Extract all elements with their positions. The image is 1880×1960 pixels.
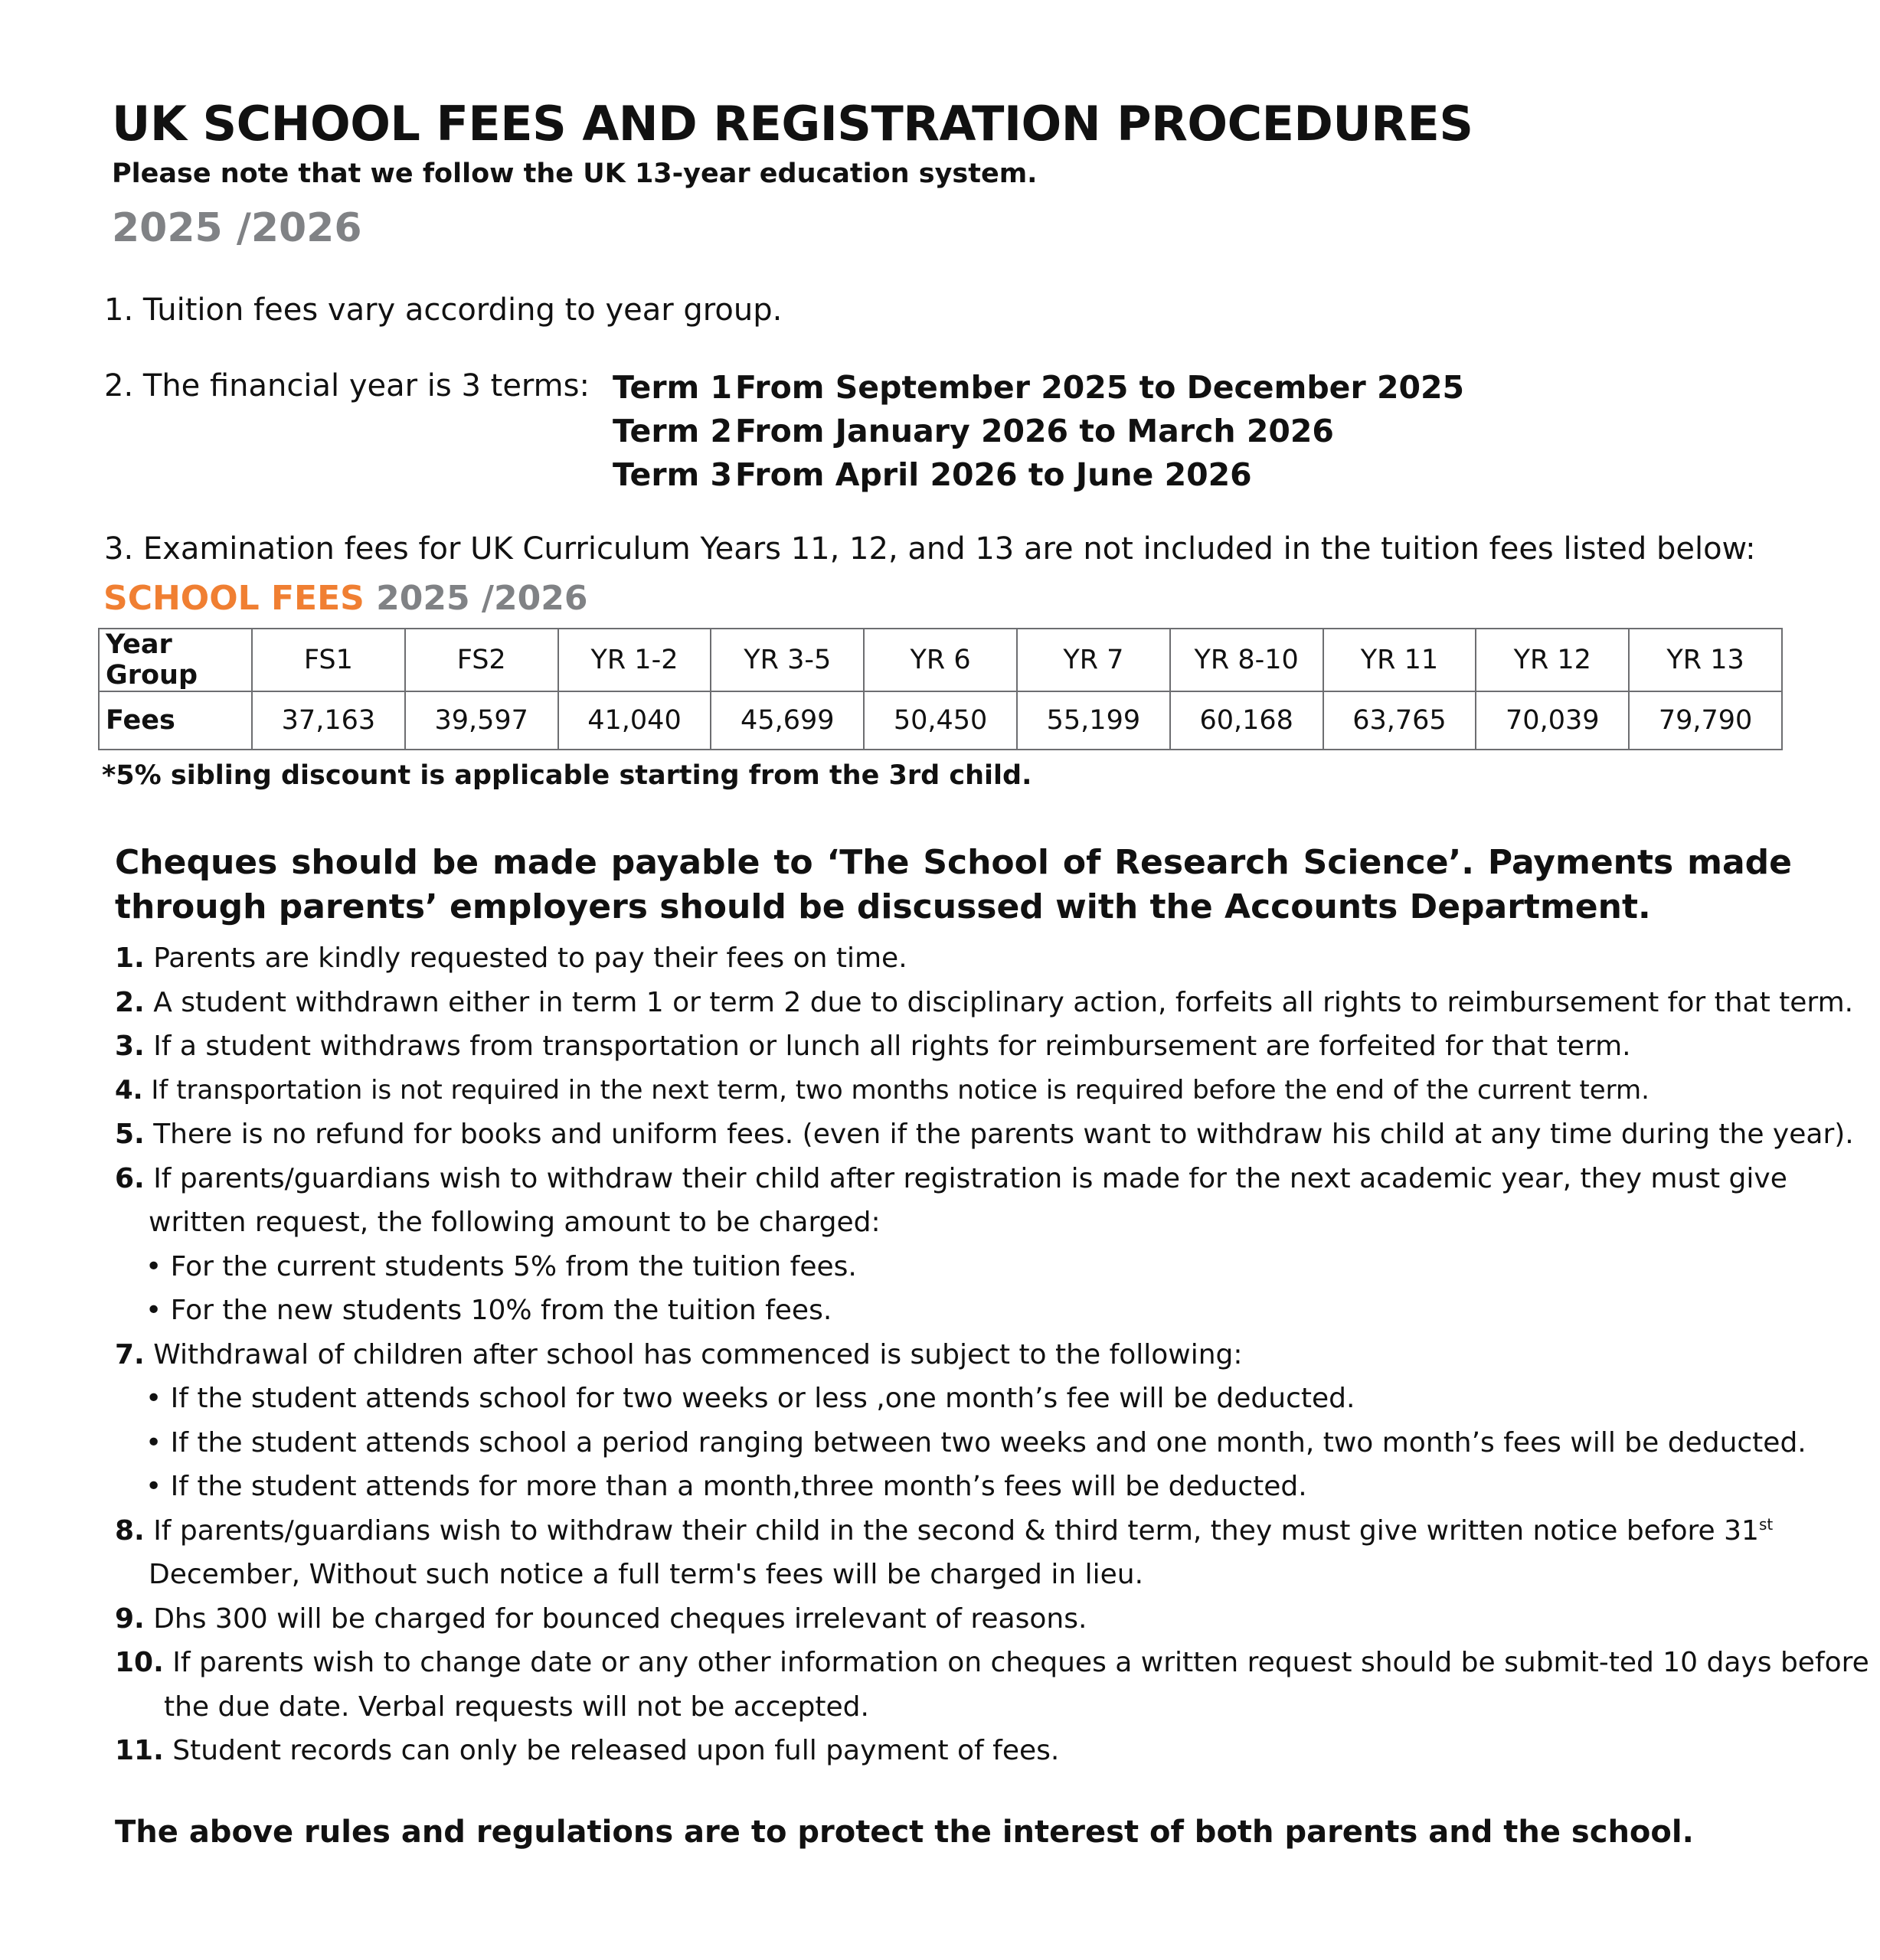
rule-number: 4. (115, 1074, 143, 1106)
term-dates: From September 2025 to December 2025 (735, 369, 1465, 406)
rule-9 (115, 1597, 1800, 1642)
table-cell: FS1 (252, 629, 405, 691)
table-cell: YR 11 (1323, 629, 1476, 691)
rule-text: If parents wish to change date or any other information on cheques a written request should be submit-ted 10 days before (172, 1647, 1869, 1678)
rule-6-bullet-2: • For the new students 10% from the tuition fees. (145, 1295, 832, 1326)
table-cell: 39,597 (405, 691, 558, 750)
rule-number: 8. (115, 1514, 145, 1547)
row-header: Fees (99, 691, 252, 750)
rule-7-bullet-1: • If the student attends school for two weeks or less ,one month’s fee will be deducted. (145, 1383, 1355, 1414)
rule-7-bullet-3: • If the student attends for more than a month,three month’s fees will be deducted. (145, 1471, 1307, 1502)
rule-6-continued: written request, the following amount to be charged: (149, 1207, 881, 1238)
rule-4 (115, 1069, 1800, 1113)
table-cell: 50,450 (864, 691, 1017, 750)
rule-number: 6. (115, 1162, 145, 1194)
rule-text: Withdrawal of children after school has commenced is subject to the following: (153, 1338, 1243, 1370)
table-cell: FS2 (405, 629, 558, 691)
fees-table (98, 628, 1783, 750)
rule-number: 2. (115, 986, 145, 1018)
table-cell: YR 8-10 (1170, 629, 1323, 691)
rule-text: Parents are kindly requested to pay their fees on time. (153, 942, 907, 974)
intro-item-1: 1. Tuition fees vary according to year group. (104, 292, 783, 328)
rule-number: 9. (115, 1602, 145, 1635)
table-row-year-group (99, 629, 1782, 691)
rule-text: If parents/guardians wish to withdraw their child in the second & third term, they must give written notice before 31 (153, 1514, 1759, 1547)
sibling-discount-note: *5% sibling discount is applicable starting from the 3rd child. (102, 760, 1032, 791)
ordinal-suffix: st (1758, 1514, 1774, 1534)
intro-item-2-label: 2. The financial year is 3 terms: (104, 368, 590, 403)
rule-8-continued: December, Without such notice a full term's fees will be charged in lieu. (149, 1559, 1144, 1590)
rule-10 (115, 1641, 1869, 1685)
rule-text: If parents/guardians wish to withdraw their child after registration is made for the next academic year, they must give (153, 1162, 1787, 1194)
term-label: Term 2 (613, 413, 733, 449)
term-label: Term 1 (613, 369, 733, 406)
education-system-note: Please note that we follow the UK 13-year education system. (112, 158, 1038, 189)
table-cell: 63,765 (1323, 691, 1476, 750)
rule-text: A student withdrawn either in term 1 or term 2 due to disciplinary action, forfeits all rights to reimbursement for that term. (153, 986, 1854, 1018)
table-cell: YR 12 (1476, 629, 1629, 691)
rule-11 (115, 1729, 1800, 1773)
table-cell: 37,163 (252, 691, 405, 750)
table-row-fees (99, 691, 1782, 750)
term-3 (613, 453, 1464, 497)
rule-10-continued: the due date. Verbal requests will not be accepted. (164, 1690, 869, 1723)
rule-8 (115, 1509, 1800, 1553)
table-cell: 79,790 (1629, 691, 1782, 750)
table-cell: YR 1-2 (558, 629, 711, 691)
rule-number: 7. (115, 1338, 145, 1370)
academic-year: 2025 /2026 (112, 205, 362, 251)
rule-number: 11. (115, 1735, 164, 1766)
rule-number: 1. (115, 942, 145, 974)
rule-text: There is no refund for books and uniform fees. (even if the parents want to withdraw his child at any time during the year). (153, 1119, 1854, 1150)
rule-number: 5. (115, 1119, 145, 1150)
rule-6-bullet-1: • For the current students 5% from the tuition fees. (145, 1250, 857, 1282)
rule-2 (115, 981, 1854, 1025)
table-cell: 60,168 (1170, 691, 1323, 750)
term-dates: From April 2026 to June 2026 (735, 456, 1252, 493)
term-label: Term 3 (613, 456, 733, 493)
table-cell: 70,039 (1476, 691, 1629, 750)
rules-list (115, 936, 1869, 1773)
school-fees-heading-year: 2025 /2026 (376, 579, 588, 618)
terms-list (613, 366, 1464, 497)
rule-5 (115, 1112, 1854, 1157)
closing-statement: The above rules and regulations are to protect the interest of both parents and the school. (115, 1815, 1694, 1850)
rule-7-bullet-2: • If the student attends school a period ranging between two weeks and one month, two month’s fees will be deducted. (145, 1426, 1806, 1459)
intro-item-3: 3. Examination fees for UK Curriculum Years 11, 12, and 13 are not included in the tuition fees listed below: (104, 531, 1756, 567)
term-dates: From January 2026 to March 2026 (735, 413, 1334, 449)
school-fees-heading-label: SCHOOL FEES (103, 579, 365, 618)
table-cell: 41,040 (558, 691, 711, 750)
table-cell: YR 7 (1017, 629, 1170, 691)
school-fees-heading (103, 579, 587, 618)
rule-number: 3. (115, 1031, 145, 1062)
page-title: UK SCHOOL FEES AND REGISTRATION PROCEDURES (112, 96, 1473, 152)
rule-3 (115, 1024, 1800, 1069)
table-cell: YR 6 (864, 629, 1017, 691)
row-header: Year Group (99, 629, 252, 691)
rule-text: If a student withdraws from transportation or lunch all rights for reimbursement are forfeited for that term. (153, 1031, 1631, 1062)
term-2 (613, 410, 1464, 453)
rule-7 (115, 1333, 1800, 1377)
table-cell: 55,199 (1017, 691, 1170, 750)
rule-text: If transportation is not required in the next term, two months notice is required before the end of the current term. (151, 1074, 1649, 1106)
table-cell: YR 13 (1629, 629, 1782, 691)
rule-text: Dhs 300 will be charged for bounced cheques irrelevant of reasons. (153, 1602, 1087, 1635)
rule-1 (115, 936, 1800, 981)
cheques-notice: Cheques should be made payable to ‘The School of Research Science’. Payments made through parents’ employers should be discussed with the Accounts Department. (115, 843, 1792, 926)
rule-number: 10. (115, 1647, 164, 1678)
table-cell: 45,699 (711, 691, 864, 750)
table-cell: YR 3-5 (711, 629, 864, 691)
rule-6 (115, 1157, 1800, 1201)
term-1 (613, 366, 1464, 410)
rule-text: Student records can only be released upon full payment of fees. (172, 1735, 1060, 1766)
